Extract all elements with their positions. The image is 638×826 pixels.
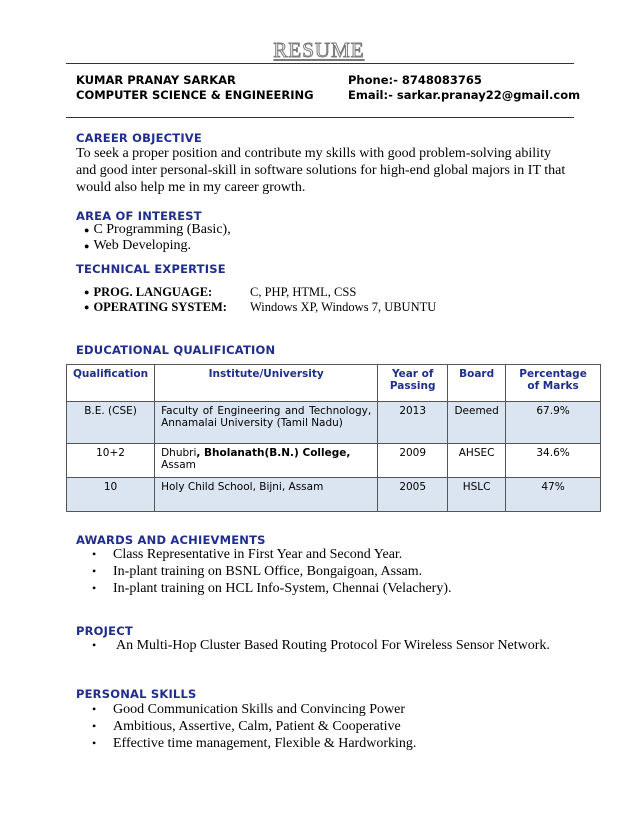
column-header: Qualification [67, 365, 155, 402]
career-objective-text: To seek a proper position and contribute my skills with good problem-solving ability and good inter personal-skill in software solutions for high-end global majors in IT that would also help me in my career growth. [76, 146, 566, 195]
list-item: • Ambitious, Assertive, Calm, Patient & Cooperative [92, 719, 401, 734]
institute-cell: Dhubri, Bholanath(B.N.) College, Assam [155, 444, 378, 478]
technical-expertise-heading: TECHNICAL EXPERTISE [76, 262, 226, 276]
project-list [92, 637, 550, 654]
column-header: Year of Passing [378, 365, 448, 402]
qualification-cell: 10 [67, 478, 155, 512]
skill-key: PROG. LANGUAGE: [93, 285, 213, 299]
education-table [66, 364, 601, 512]
bullet-icon: • [92, 581, 97, 595]
career-objective-heading: CAREER OBJECTIVE [76, 131, 202, 145]
list-item [84, 300, 436, 315]
candidate-name: KUMAR PRANAY SARKAR [76, 73, 236, 87]
list-item: • Class Representative in First Year and Second Year. [92, 547, 403, 562]
bullet-icon: • [92, 719, 97, 733]
interest-list [84, 222, 231, 254]
list-item: • In-plant training on BSNL Office, Bongaigoan, Assam. [92, 564, 423, 579]
year-cell: 2013 [378, 402, 448, 444]
table-header-row [67, 365, 601, 402]
list-item: • Effective time management, Flexible & Hardworking. [92, 736, 417, 751]
education-heading: EDUCATIONAL QUALIFICATION [76, 343, 276, 357]
resume-title: RESUME [273, 38, 365, 62]
bullet-icon: ● [84, 225, 90, 235]
bullet-icon: • [92, 638, 97, 652]
column-header: Percentage of Marks [506, 365, 601, 402]
table-row [67, 444, 601, 478]
bullet-icon: • [92, 547, 97, 561]
table-row [67, 478, 601, 512]
bullet-icon: • [92, 736, 97, 750]
year-cell: 2009 [378, 444, 448, 478]
institute-cell: Faculty of Engineering and Technology, Annamalai University (Tamil Nadu) [155, 402, 378, 444]
column-header: Institute/University [155, 365, 378, 402]
marks-cell: 67.9% [506, 402, 601, 444]
list-item: • An Multi-Hop Cluster Based Routing Protocol For Wireless Sensor Network. [92, 638, 550, 653]
email-address: Email:- sarkar.pranay22@gmail.com [348, 88, 581, 102]
header-divider [66, 117, 574, 118]
year-cell: 2005 [378, 478, 448, 512]
top-divider [66, 63, 574, 64]
table-row [67, 402, 601, 444]
bullet-icon: • [92, 702, 97, 716]
personal-skills-heading: PERSONAL SKILLS [76, 687, 197, 701]
bullet-icon: • [92, 564, 97, 578]
list-item: • In-plant training on HCL Info-System, Chennai (Velachery). [92, 581, 452, 596]
marks-cell: 34.6% [506, 444, 601, 478]
skill-value: Windows XP, Windows 7, UBUNTU [250, 300, 437, 314]
skill-value: C, PHP, HTML, CSS [250, 285, 357, 299]
list-item: • Good Communication Skills and Convincing Power [92, 702, 406, 717]
list-item: ● C Programming (Basic), [84, 222, 231, 237]
bullet-icon: ● [84, 241, 90, 251]
list-item [84, 285, 436, 300]
bullet-icon: ● [84, 302, 90, 312]
board-cell: Deemed [448, 402, 506, 444]
personal-skills-list [92, 701, 416, 752]
phone-number: Phone:- 8748083765 [348, 73, 482, 87]
marks-cell: 47% [506, 478, 601, 512]
awards-list [92, 546, 452, 597]
qualification-cell: B.E. (CSE) [67, 402, 155, 444]
board-cell: HSLC [448, 478, 506, 512]
area-of-interest-heading: AREA OF INTEREST [76, 209, 202, 223]
awards-heading: AWARDS AND ACHIEVMENTS [76, 533, 266, 547]
column-header: Board [448, 365, 506, 402]
technical-expertise-list [84, 285, 436, 315]
institute-cell: Holy Child School, Bijni, Assam [155, 478, 378, 512]
bullet-icon: ● [84, 287, 90, 297]
list-item: ● Web Developing. [84, 238, 192, 253]
qualification-cell: 10+2 [67, 444, 155, 478]
skill-key: OPERATING SYSTEM: [93, 300, 227, 314]
board-cell: AHSEC [448, 444, 506, 478]
project-heading: PROJECT [76, 624, 133, 638]
candidate-department: COMPUTER SCIENCE & ENGINEERING [76, 88, 314, 102]
